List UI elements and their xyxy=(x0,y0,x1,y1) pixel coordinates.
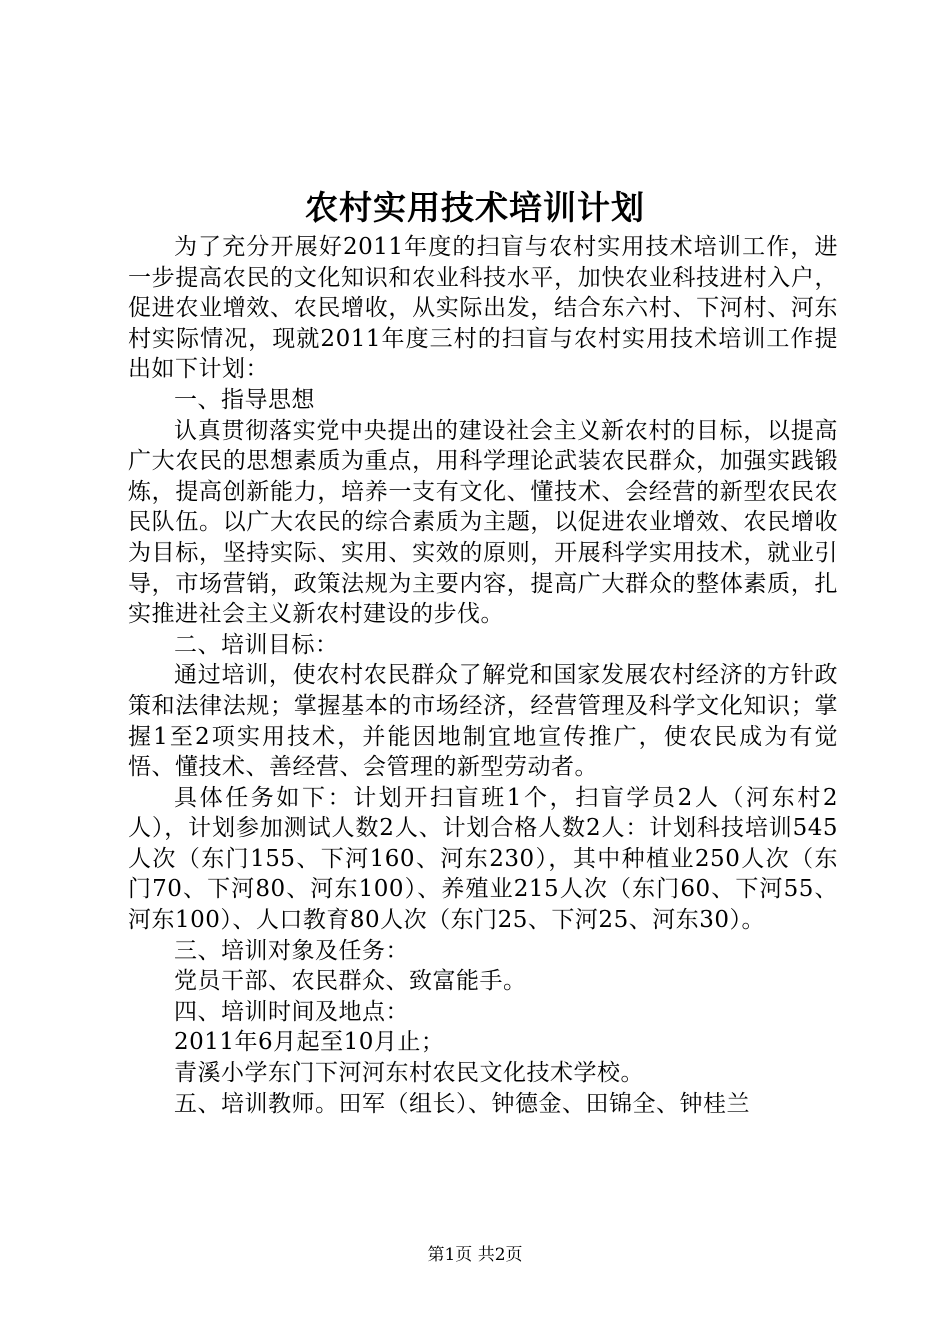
specific-tasks-paragraph: 具体任务如下：计划开扫盲班1个，扫盲学员2人（河东村2人），计划参加测试人数2人、计划合格人数2人：计划科技培训545人次（东门155、下河160、河东230），其中种植业250人次（东门70、下河80、河东100）、养殖业215人次（东门60、下河55、河东100）、人口教育80人次（东门25、下河25、河东30）。 xyxy=(128,784,838,934)
section-heading-teachers: 五、培训教师。田军（组长）、钟德金、田锦全、钟桂兰 xyxy=(174,1090,750,1117)
section-heading-guiding-thought: 一、指导思想 xyxy=(174,386,315,413)
section-heading-time-place: 四、培训时间及地点： xyxy=(174,998,409,1025)
training-targets-line: 党员干部、农民群众、致富能手。 xyxy=(174,968,527,995)
intro-paragraph: 为了充分开展好2011年度的扫盲与农村实用技术培训工作，进一步提高农民的文化知识和农业科技水平，加快农业科技进村入户，促进农业增效、农民增收，从实际出发，结合东六村、下河村、河东村实际情况，现就2011年度三村的扫盲与农村实用技术培训工作提出如下计划： xyxy=(128,234,838,383)
section-heading-training-goals: 二、培训目标： xyxy=(174,631,339,658)
document-title: 农村实用技术培训计划 xyxy=(305,188,645,227)
training-time-line: 2011年6月起至10月止； xyxy=(174,1029,445,1056)
document-body xyxy=(128,232,838,1119)
training-place-line: 青溪小学东门下河河东村农民文化技术学校。 xyxy=(174,1060,644,1087)
section-heading-training-targets: 三、培训对象及任务： xyxy=(174,937,409,964)
page-footer: 第1页 共2页 xyxy=(427,1245,523,1265)
training-goals-paragraph: 通过培训，使农村农民群众了解党和国家发展农村经济的方针政策和法律法规；掌握基本的市场经济，经营管理及科学文化知识；掌握1至2项实用技术，并能因地制宜地宣传推广，使农民成为有觉悟、懂技术、善经营、会管理的新型劳动者。 xyxy=(128,662,838,781)
guiding-thought-paragraph: 认真贯彻落实党中央提出的建设社会主义新农村的目标，以提高广大农民的思想素质为重点，用科学理论武装农民群众，加强实践锻炼，提高创新能力，培养一支有文化、懂技术、会经营的新型农民农民队伍。以广大农民的综合素质为主题，以促进农业增效、农民增收为目标，坚持实际、实用、实效的原则，开展科学实用技术，就业引导，市场营销，政策法规为主要内容，提高广大群众的整体素质，扎实推进社会主义新农村建设的步伐。 xyxy=(128,417,838,628)
